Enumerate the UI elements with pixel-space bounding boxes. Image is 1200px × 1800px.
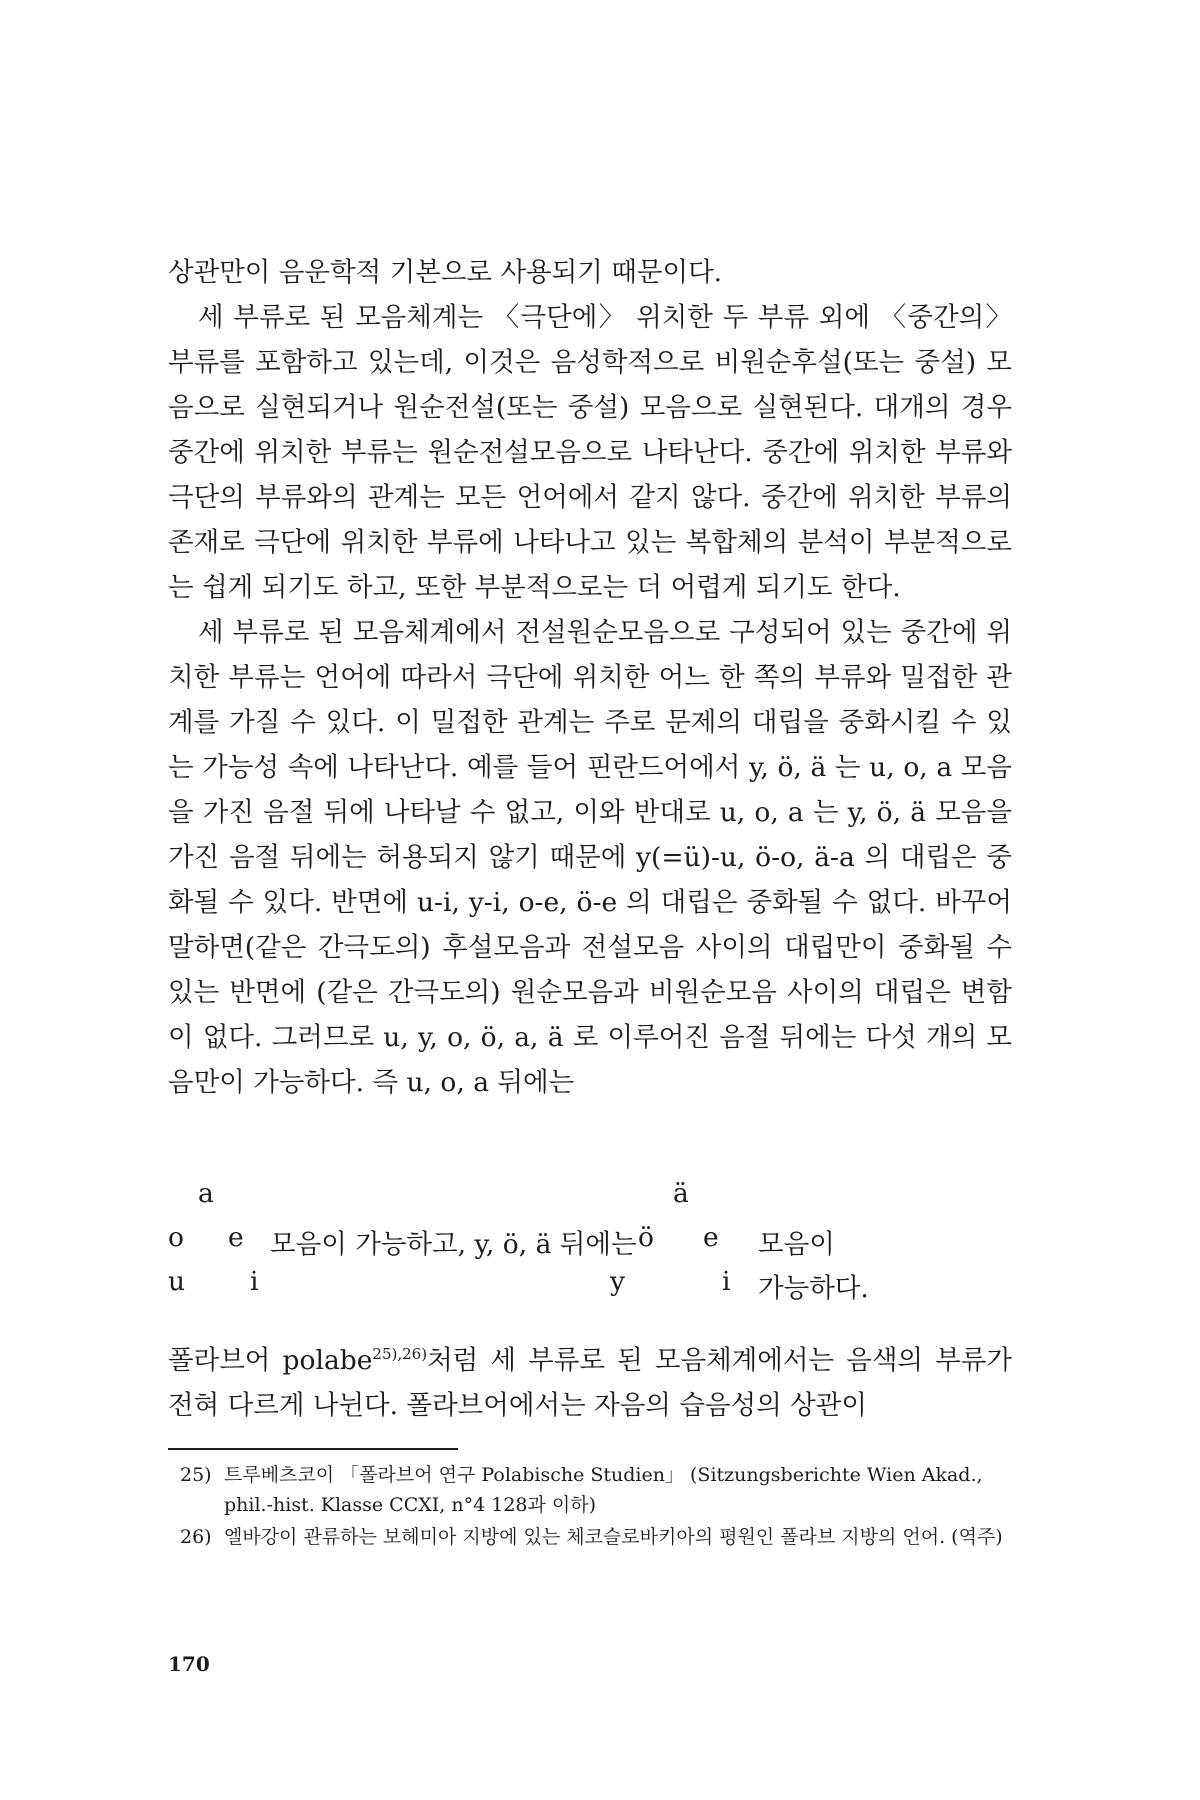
vowel-chart-end-1: 모음이: [758, 1229, 835, 1260]
footnote-25: [168, 1460, 1012, 1520]
paragraph-4-start: 폴라브어 polabe: [168, 1345, 373, 1376]
main-text: [168, 250, 1012, 1105]
footnote-divider: [168, 1448, 458, 1450]
page-number: 170: [168, 1652, 210, 1676]
vowel-e-right: e: [703, 1222, 719, 1253]
footnote-text: 엘바강이 관류하는 보헤미아 지방에 있는 체코슬로바키아의 평원인 폴라브 지방의 언어. (역주): [224, 1526, 1003, 1548]
footnote-number: 25): [180, 1464, 212, 1486]
paragraph-1: 상관만이 음운학적 기본으로 사용되기 때문이다.: [168, 257, 723, 288]
vowel-y: y: [610, 1266, 625, 1297]
vowel-a-umlaut: ä: [673, 1178, 689, 1209]
paragraph-3: 세 부류로 된 모음체계에서 전설원순모음으로 구성되어 있는 중간에 위치한 부류는 언어에 따라서 극단에 위치한 어느 한 쪽의 부류와 밀접한 관계를 가질 수 있다. 이 밀접한 관계는 주로 문제의 대립을 중화시킬 수 있는 가능성 속에 나타난다. 예를 들어 핀란드어에서 y, ö, ä 는 u, o, a 모음을 가진 음절 뒤에 나타날 수 없고, 이와 반대로 u, o, a 는 y, ö, ä 모음을 가진 음절 뒤에는 허용되지 않기 때문에 y(=ü)-u, ö-o, ä-a 의 대립은 중화될 수 있다. 반면에 u-i, y-i, o-e, ö-e 의 대립은 중화될 수 없다. 바꾸어 말하면(같은 간극도의) 후설모음과 전설모음 사이의 대립만이 중화될 수 있는 반면에 (같은 간극도의) 원순모음과 비원순모음 사이의 대립은 변함이 없다. 그러므로 u, y, o, ö, a, ä 로 이루어진 음절 뒤에는 다섯 개의 모음만이 가능하다. 즉 u, o, a 뒤에는: [168, 617, 1012, 1098]
vowel-u: u: [168, 1266, 186, 1297]
vowel-chart-end-2: 가능하다.: [758, 1273, 869, 1304]
paragraph-4: [168, 1338, 1012, 1428]
vowel-o-umlaut: ö: [638, 1222, 654, 1253]
paragraph-2: 세 부류로 된 모음체계는 〈극단에〉 위치한 두 부류 외에 〈중간의〉 부류를 포함하고 있는데, 이것은 음성학적으로 비원순후설(또는 중설) 모음으로 실현되거나 원순전설(또는 중설) 모음으로 실현된다. 대개의 경우 중간에 위치한 부류는 원순전설모음으로 나타난다. 중간에 위치한 부류와 극단의 부류와의 관계는 모든 언어에서 같지 않다. 중간에 위치한 부류의 존재로 극단에 위치한 부류에 나타나고 있는 복합체의 분석이 부분적으로는 쉽게 되기도 하고, 또한 부분적으로는 더 어렵게 되기도 한다.: [168, 302, 1012, 603]
vowel-a: a: [198, 1178, 214, 1209]
footnotes: [168, 1460, 1012, 1554]
vowel-chart: [168, 1178, 1012, 1338]
paragraph-4-rest: 처럼 세 부류로 된 모음체계에서는 음색의 부류가 전혀 다르게 나뉜다. 폴라브어에서는 자음의 습음성의 상관이: [168, 1345, 1012, 1421]
vowel-i: i: [250, 1266, 259, 1297]
footnote-26: [168, 1522, 1012, 1552]
footnote-number: 26): [180, 1526, 212, 1548]
vowel-o: o: [168, 1222, 184, 1253]
vowel-chart-mid-text: 모음이 가능하고, y, ö, ä 뒤에는: [270, 1229, 637, 1260]
footnote-text: 트루베츠코이 「폴라브어 연구 Polabische Studien」 (Sitzungsberichte Wien Akad., phil.-hist. Klasse CCXI, n°4 128과 이하): [224, 1464, 983, 1516]
vowel-e: e: [228, 1222, 244, 1253]
footnote-ref: 25),26): [372, 1345, 428, 1364]
after-chart-text: [168, 1338, 1012, 1428]
vowel-i-right: i: [722, 1266, 731, 1297]
